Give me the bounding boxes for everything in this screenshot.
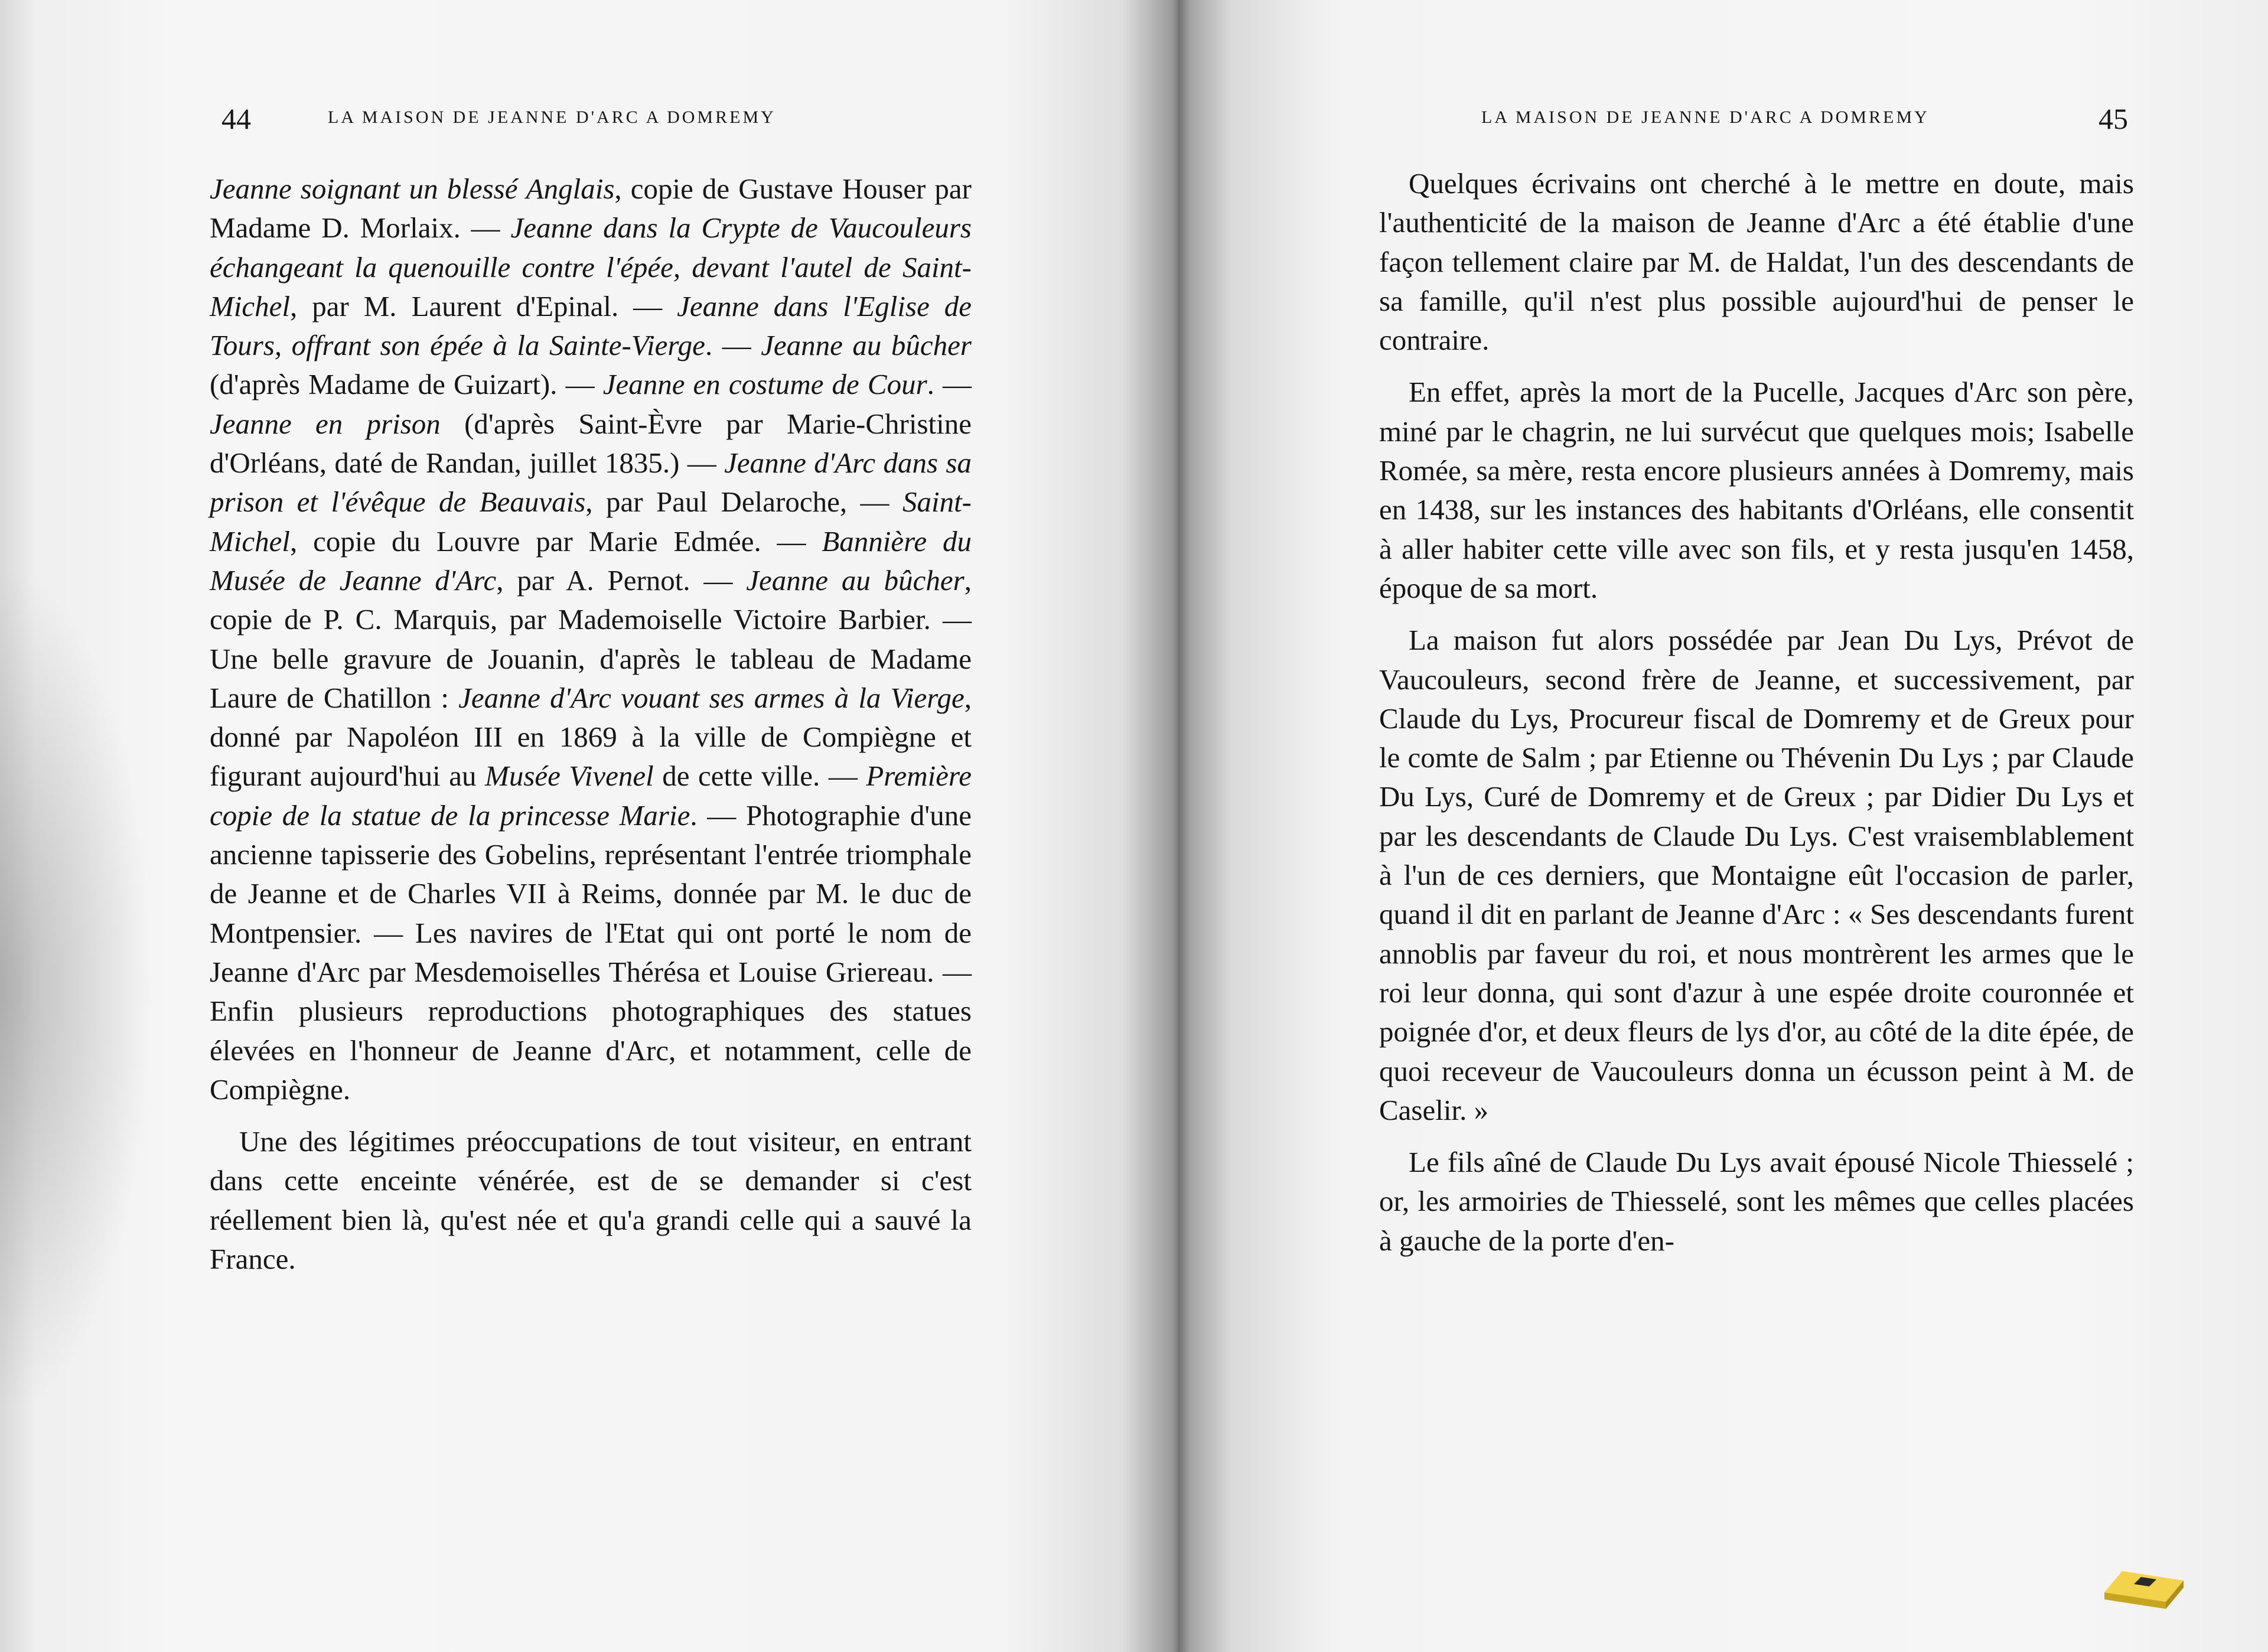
text-run: Le fils aîné de Claude Du Lys avait épousé Nicole Thiesselé ; or, les armoiries de Thiesselé, sont les mêmes que celles placées à gauche de la porte d'en- — [1379, 1146, 2134, 1257]
italic-run: Jeanne d'Arc dans sa prison et l'évêque de Beauvais — [210, 447, 972, 519]
text-run: , copie de Gustave Houser par Madame D. Morlaix. — — [210, 172, 972, 245]
italic-run: Première copie de la statue de la princesse Marie — [210, 760, 972, 832]
left-page-number: 44 — [221, 102, 251, 135]
text-run: Quelques écrivains ont cherché à le mettre en doute, mais l'authenticité de la maison de Jeanne d'Arc a été établie d'une façon tellement claire par M. de Haldat, l'un des descendants de sa famille, qu'il n'est plus possible aujourd'hui de penser le contraire. — [1379, 167, 2134, 357]
text-run: , donné par Napoléon III en 1869 à la ville de Compiègne et figurant aujourd'hui au — [210, 681, 972, 793]
italic-run: Jeanne d'Arc vouant ses armes à la Vierge — [458, 681, 964, 714]
text-run: , par M. Laurent d'Epinal. — — [290, 289, 677, 322]
text-run: . — Photographie d'une ancienne tapisserie des Gobelins, représentant l'entrée triomphale de Jeanne et de Charles VII à Reims, donnée par M. le duc de Montpensier. — Les navires de l'Etat qui ont porté le nom de Jeanne d'Arc par Mesdemoiselles Thérésa et Louise Griereau. — Enfin plusieurs reproductions photographiques des statues élevées en l'honneur de Jeanne d'Arc, et notamment, celle de Compiègne. — [210, 799, 972, 1106]
text-run: . — — [705, 329, 761, 362]
right-page — [1178, 0, 2268, 1652]
text-run: , copie de P. C. Marquis, par Mademoiselle Victoire Barbier. — Une belle gravure de Jouanin, d'après le tableau de Madame Laure de Chatillon : — [210, 563, 972, 714]
italic-run: Jeanne au bûcher — [746, 563, 964, 597]
right-running-head: LA MAISON DE JEANNE D'ARC A DOMREMY — [1481, 107, 1930, 127]
text-run: , par A. Pernot. — — [496, 563, 747, 597]
left-running-head: LA MAISON DE JEANNE D'ARC A DOMREMY — [328, 107, 776, 127]
paragraph — [1379, 621, 2134, 1130]
text-run: , copie du Louvre par Marie Edmée. — — [290, 524, 822, 558]
paragraph — [1379, 164, 2134, 360]
italic-run: Jeanne dans l'Eglise de Tours, offrant son épée à la Sainte-Vierge — [210, 289, 972, 362]
paragraph — [210, 170, 972, 1109]
text-run: La maison fut alors possédée par Jean Du Lys, Prévot de Vaucouleurs, second frère de Jeanne, et successivement, par Claude du Lys, Procureur fiscal de Domremy et de Greux pour le comte de Salm ; par Etienne ou Thévenin Du Lys ; par Claude Du Lys, Curé de Domremy et de Greux ; par Didier Du Lys et par les descendants de Claude Du Lys. C'est vraisemblablement à l'un de ces derniers, que Montaigne eût l'occasion de parler, quand il dit en parlant de Jeanne d'Arc : « Ses descendants furent annoblis par faveur du roi, et nous montrèrent les armes que le roi leur donna, qui sont d'azur à une espée droite couronnée et poignée d'or, et deux fleurs de lys d'or, au côté de la dite épée, de quoi receveur de Vaucouleurs donna un écusson peint à M. de Caselir. » — [1379, 624, 2134, 1126]
text-run: , par Paul Delaroche, — — [585, 486, 902, 519]
italic-run: Jeanne au bûcher — [761, 329, 972, 362]
text-run: (d'après Saint-Èvre par Marie-Christine d'Orléans, daté de Randan, juillet 1835.) — — [210, 407, 972, 480]
text-run: de cette ville. — — [653, 760, 866, 793]
paragraph — [1379, 373, 2134, 608]
scanner-badge-icon — [2100, 1558, 2188, 1611]
italic-run: Jeanne dans la Crypte de Vaucouleurs échangeant la quenouille contre l'épée, devant l'autel de Saint-Michel — [210, 211, 972, 322]
italic-run: Bannière du Musée de Jeanne d'Arc — [210, 524, 972, 597]
right-page-number: 45 — [2098, 102, 2128, 135]
text-run: En effet, après la mort de la Pucelle, Jacques d'Arc son père, miné par le chagrin, ne lui survécut que quelques mois; Isabelle Romée, sa mère, resta encore plusieurs années à Domremy, mais en 1438, sur les instances des habitants d'Orléans, elle consentit à aller habiter cette ville avec son fils, et y resta jusqu'en 1458, époque de sa mort. — [1379, 376, 2134, 604]
page-shadow — [0, 561, 154, 1418]
right-text-block — [1379, 164, 2134, 1260]
italic-run: Jeanne en prison — [210, 407, 441, 440]
left-text-block — [210, 170, 972, 1279]
paragraph — [210, 1122, 972, 1279]
paragraph — [1379, 1143, 2134, 1260]
italic-run: Musée Vivenel — [485, 760, 654, 793]
text-run: (d'après Madame de Guizart). — — [210, 368, 603, 401]
italic-run: Jeanne en costume de Cour — [602, 368, 927, 401]
text-run: Une des légitimes préoccupations de tout visiteur, en entrant dans cette enceinte vénérée, est de se demander si c'est réellement bien là, qu'est née et qu'a grandi celle qui a sauvé la France. — [210, 1125, 972, 1276]
italic-run: Saint-Michel — [210, 486, 972, 558]
italic-run: Jeanne soignant un blessé Anglais — [210, 172, 615, 205]
text-run: . — — [927, 368, 972, 401]
